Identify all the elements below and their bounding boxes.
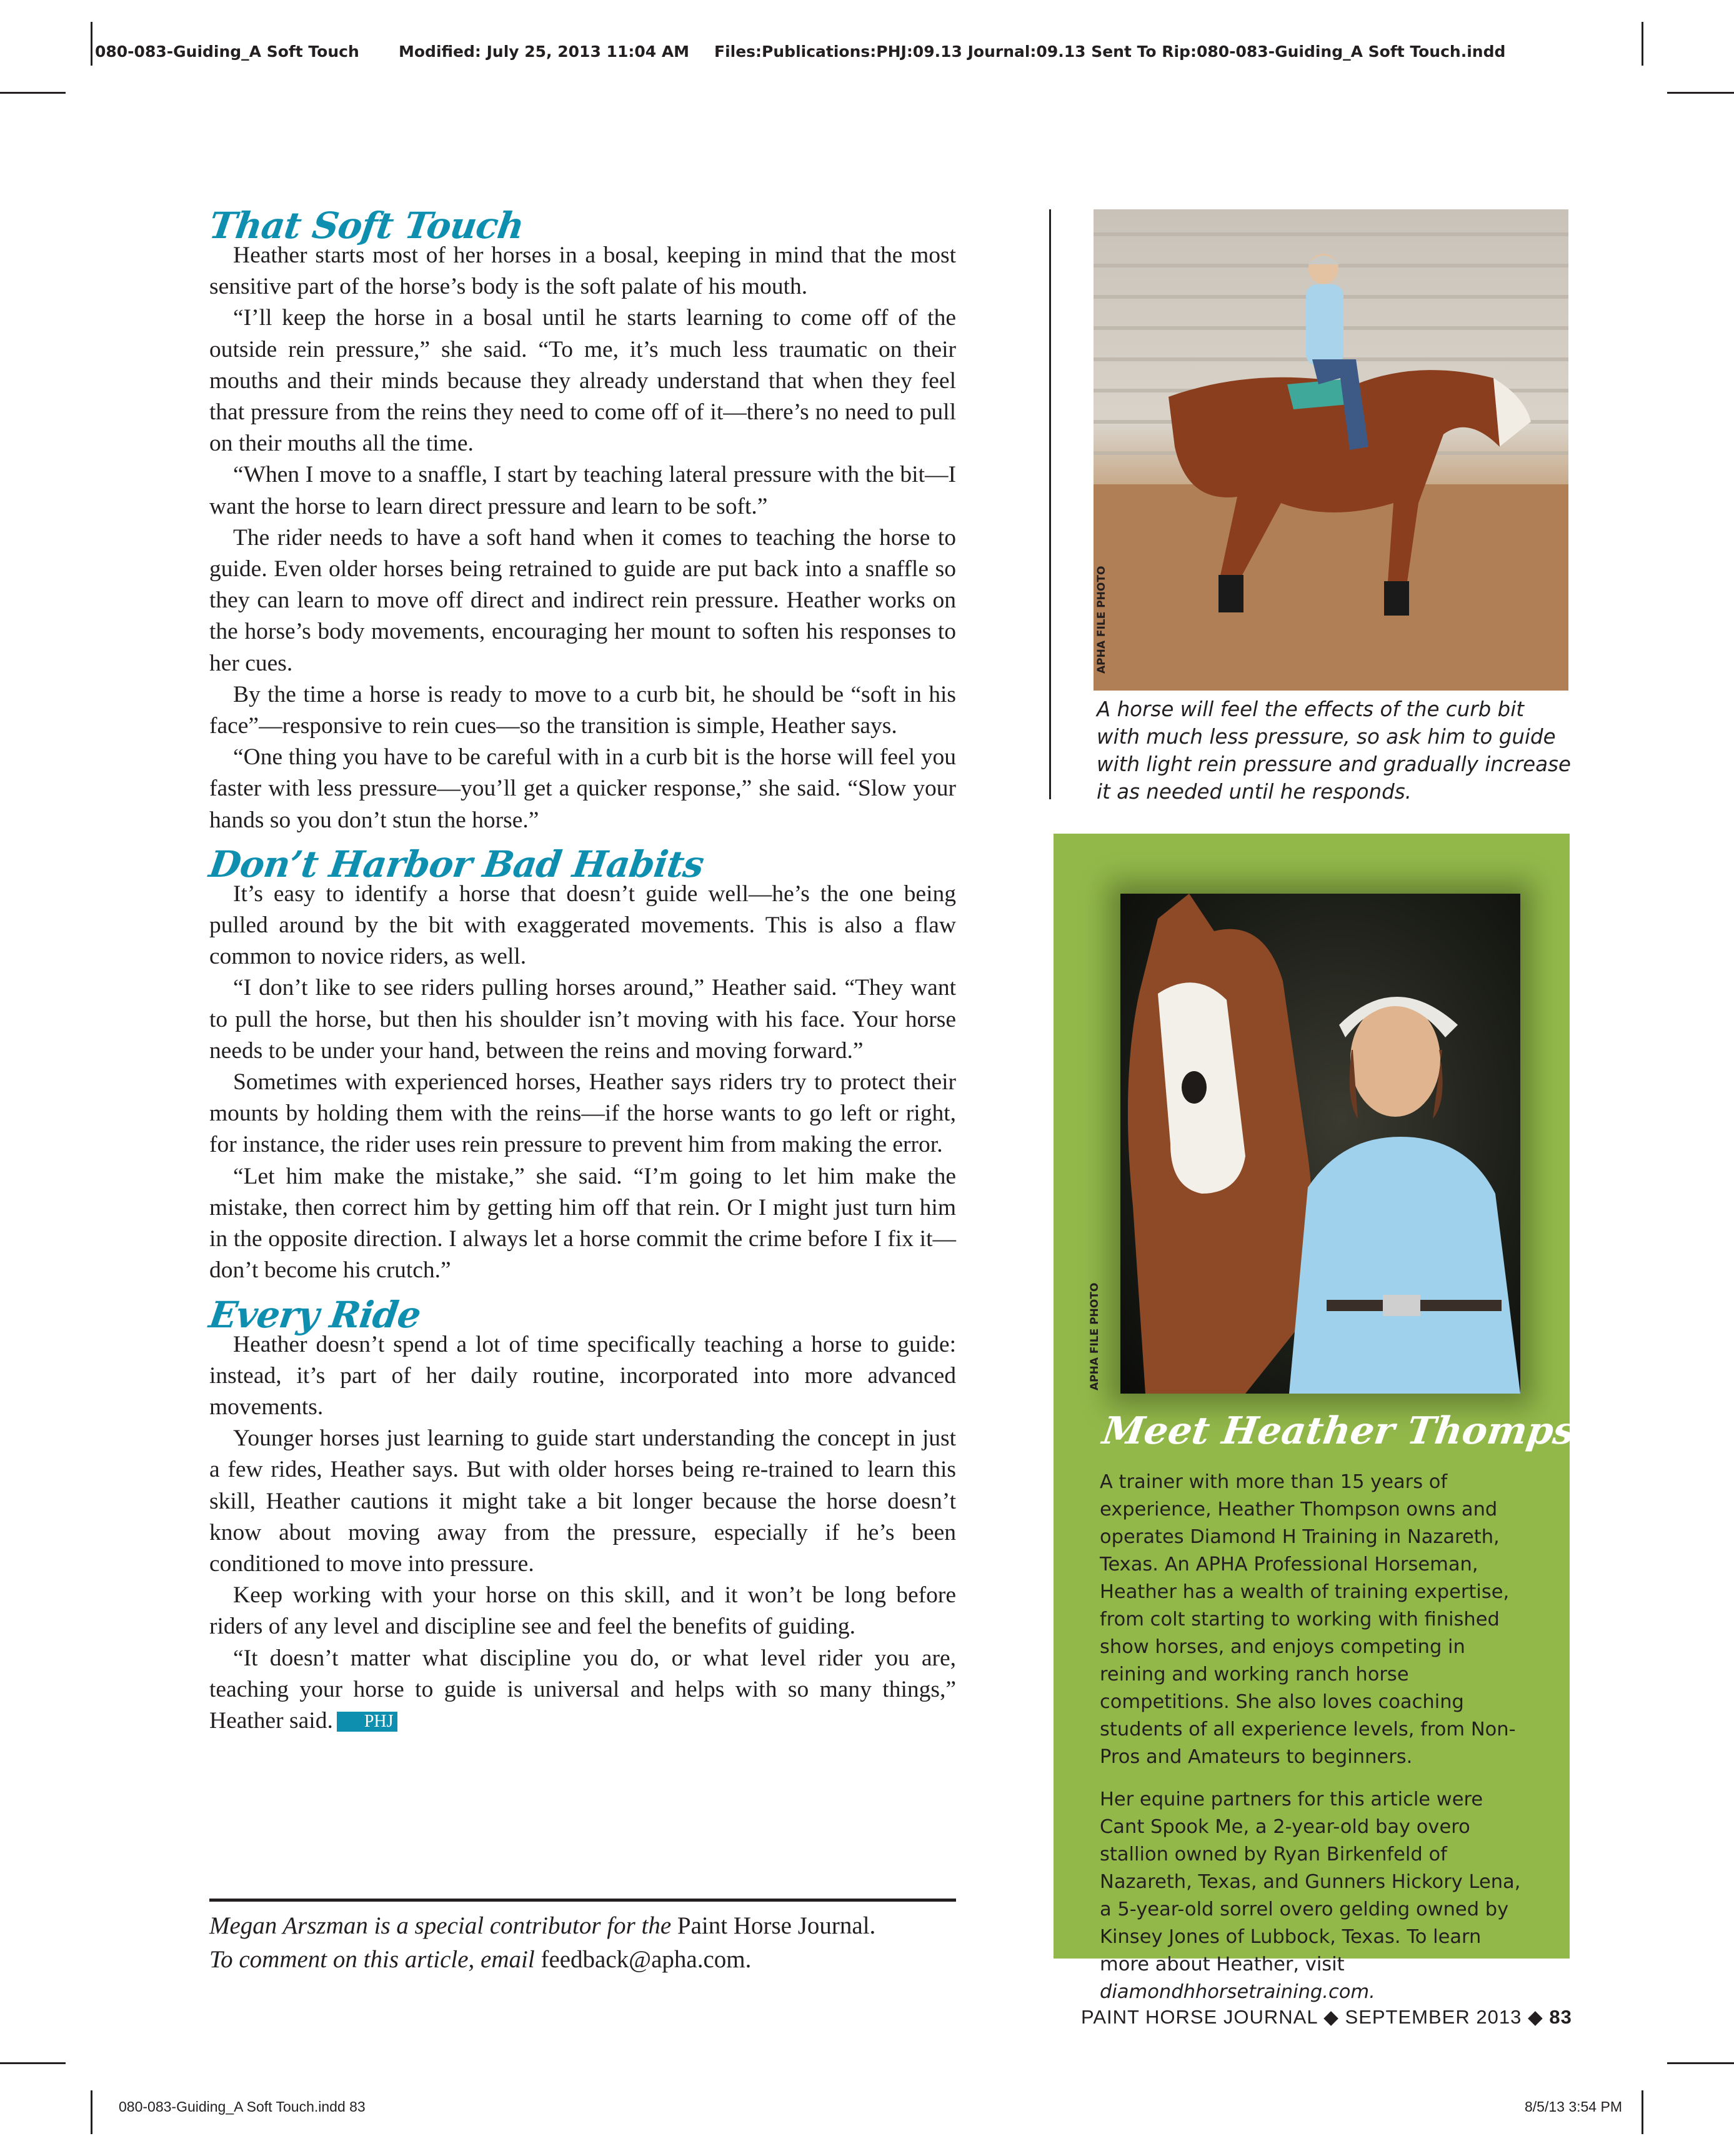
article-paragraph: Keep working with your horse on this skill, and it won’t be long before riders of any level and discipline see and feel the benefits of guiding. [209,1582,956,1640]
bio-line-1: Megan Arszman is a special contributor for the Paint Horse Journal. [209,1912,876,1939]
article-paragraph: “Let him make the mistake,” she said. “I’m going to let him make the mistake, then correct him by getting him off that rein. Or I might just turn him in the opposite direction. I always let a horse commit the crime before I fix it—don’t become his crutch.” [209,1163,956,1284]
phj-end-mark: PHJ [337,1712,397,1732]
article-paragraph: Heather doesn’t spend a lot of time specifically teaching a horse to guide: instead, it’s part of her daily routine, incorporated into more advanced movements. [209,1331,956,1420]
crop-mark [1642,2090,1643,2134]
slug-modified: Modified: July 25, 2013 11:04 AM [399,42,690,61]
section-heading: Every Ride [206,1293,424,1336]
closing-quote: “It doesn’t matter what discipline you do, or what level rider you are, teaching your horse to guide is universal and helps with so many things,” Heather said. [209,1645,956,1734]
trainer-portrait-photo [1120,894,1520,1394]
sidebar-title: Meet Heather Thompson [1100,1409,1630,1453]
section-heading: Don’t Harbor Bad Habits [206,842,707,886]
photo-caption: A horse will feel the effects of the curb bit with much less pressure, so ask him to guide with light rein pressure and gradually increase it as needed until he responds. [1097,697,1571,804]
crop-mark [91,22,92,66]
article-paragraph: “When I move to a snaffle, I start by teaching lateral pressure with the bit—I want the horse to learn direct pressure and learn to be soft.” [209,462,956,519]
bio-line-2: To comment on this article, email feedback@apha.com. [209,1946,752,1973]
page-number: 83 [1549,2006,1572,2028]
article-paragraph: Heather starts most of her horses in a bosal, keeping in mind that the most sensitive part of the horse’s body is the soft palate of his mouth. [209,242,956,300]
feedback-email[interactable]: feedback@apha.com. [541,1946,752,1973]
article-paragraph: “I’ll keep the horse in a bosal until he starts learning to come off of the outside rein pressure,” she said. “To me, it’s much less traumatic on their mouths and their minds because they already understand that when they feel that pressure from the reins they need to come off of it—there’s no need to pull on their mouths all the time. [209,305,956,457]
printer-slug [92,42,1506,67]
publication-name: PAINT HORSE JOURNAL [1081,2006,1318,2028]
article-paragraph: By the time a horse is ready to move to a curb bit, he should be “soft in his face”—responsive to rein cues—so the transition is simple, Heather says. [209,681,956,739]
photo-credit: APHA FILE PHOTO [1089,1282,1101,1390]
article-paragraph: The rider needs to have a soft hand when it comes to teaching the horse to guide. Even older horses being retrained to guide are put back into a snaffle so they can learn to move off direct and indirect rein pressure. Heather works on the horse’s body movements, encouraging her mount to soften his responses to her cues. [209,524,956,676]
website-link[interactable]: diamondhhorsetraining.com. [1100,1981,1375,2003]
diamond-separator-icon: ◆ [1323,2006,1339,2028]
footer-date-slug: 8/5/13 3:54 PM [1525,2099,1622,2115]
article-paragraph: “One thing you have to be careful with in a curb bit is the horse will feel you faster with less pressure—you’ll get a quicker response,” she said. “Slow your hands so you don’t stun the horse.” [209,744,956,833]
crop-mark [91,2090,92,2134]
article-paragraph: It’s easy to identify a horse that doesn’t guide well—he’s the one being pulled around by the bit with exaggerated movements. This is also a flaw common to novice riders, as well. [209,881,956,970]
arena-illustration [1094,209,1568,691]
sidebar-paragraph: Her equine partners for this article were Cant Spook Me, a 2-year-old bay overo stallion owned by Ryan Birkenfeld of Nazareth, Texas, and Gunners Hickory Lena, a 5-year-old sorrel overo gelding owned by Kinsey Jones of Lubbock, Texas. To learn more about Heather, visit diamondhhorsetraining.com. [1100,1789,1521,2003]
slug-file: 080-083-Guiding_A Soft Touch [95,42,359,61]
photo-credit: APHA FILE PHOTO [1095,566,1108,674]
article-paragraph: “I don’t like to see riders pulling horses around,” Heather said. “They want to pull the horse, but then his shoulder isn’t moving with his face. Your horse needs to be under your hand, between the reins and moving forward.” [209,975,956,1064]
bio-divider [209,1899,956,1902]
rider-on-horse-photo [1094,209,1568,691]
issue-date: SEPTEMBER 2013 [1345,2006,1522,2028]
sidebar-body [1100,1469,1531,2021]
section-heading: That Soft Touch [206,204,527,247]
author-bio [209,1909,956,1977]
crop-mark [0,92,66,94]
footer-file-slug: 080-083-Guiding_A Soft Touch.indd 83 [119,2099,366,2115]
caption-rule [1049,209,1051,799]
crop-mark [1642,22,1643,66]
article-paragraph: Younger horses just learning to guide start understanding the concept in just a few rides, Heather says. But with older horses being re-trained to learn this skill, Heather cautions it might take a bit longer because the horse doesn’t know about moving away from the pressure, especially if he’s been conditioned to move into pressure. [209,1425,956,1577]
crop-mark [0,2062,66,2064]
portrait-illustration [1120,894,1520,1394]
article-body [206,204,956,1737]
sidebar-paragraph: A trainer with more than 15 years of experience, Heather Thompson owns and operates Diamond H Training in Nazareth, Texas. An APHA Professional Horseman, Heather has a wealth of training expertise, from colt starting to working with finished show horses, and enjoys competing in reining and working ranch horse competitions. She also loves coaching students of all experience levels, from Non-Pros and Amateurs to beginners. [1100,1471,1516,1768]
diamond-separator-icon: ◆ [1527,2006,1543,2028]
crop-mark [1667,92,1734,94]
article-paragraph: Sometimes with experienced horses, Heather says riders try to protect their mounts by holding them with the reins—if the horse wants to go left or right, for instance, the rider uses rein pressure to prevent him from making the error. [209,1069,956,1158]
slug-path: Files:Publications:PHJ:09.13 Journal:09.13 Sent To Rip:080-083-Guiding_A Soft Touch.indd [714,42,1506,61]
crop-mark [1667,2062,1734,2064]
page-folio [1081,2006,1572,2029]
article-paragraph [209,1643,956,1737]
